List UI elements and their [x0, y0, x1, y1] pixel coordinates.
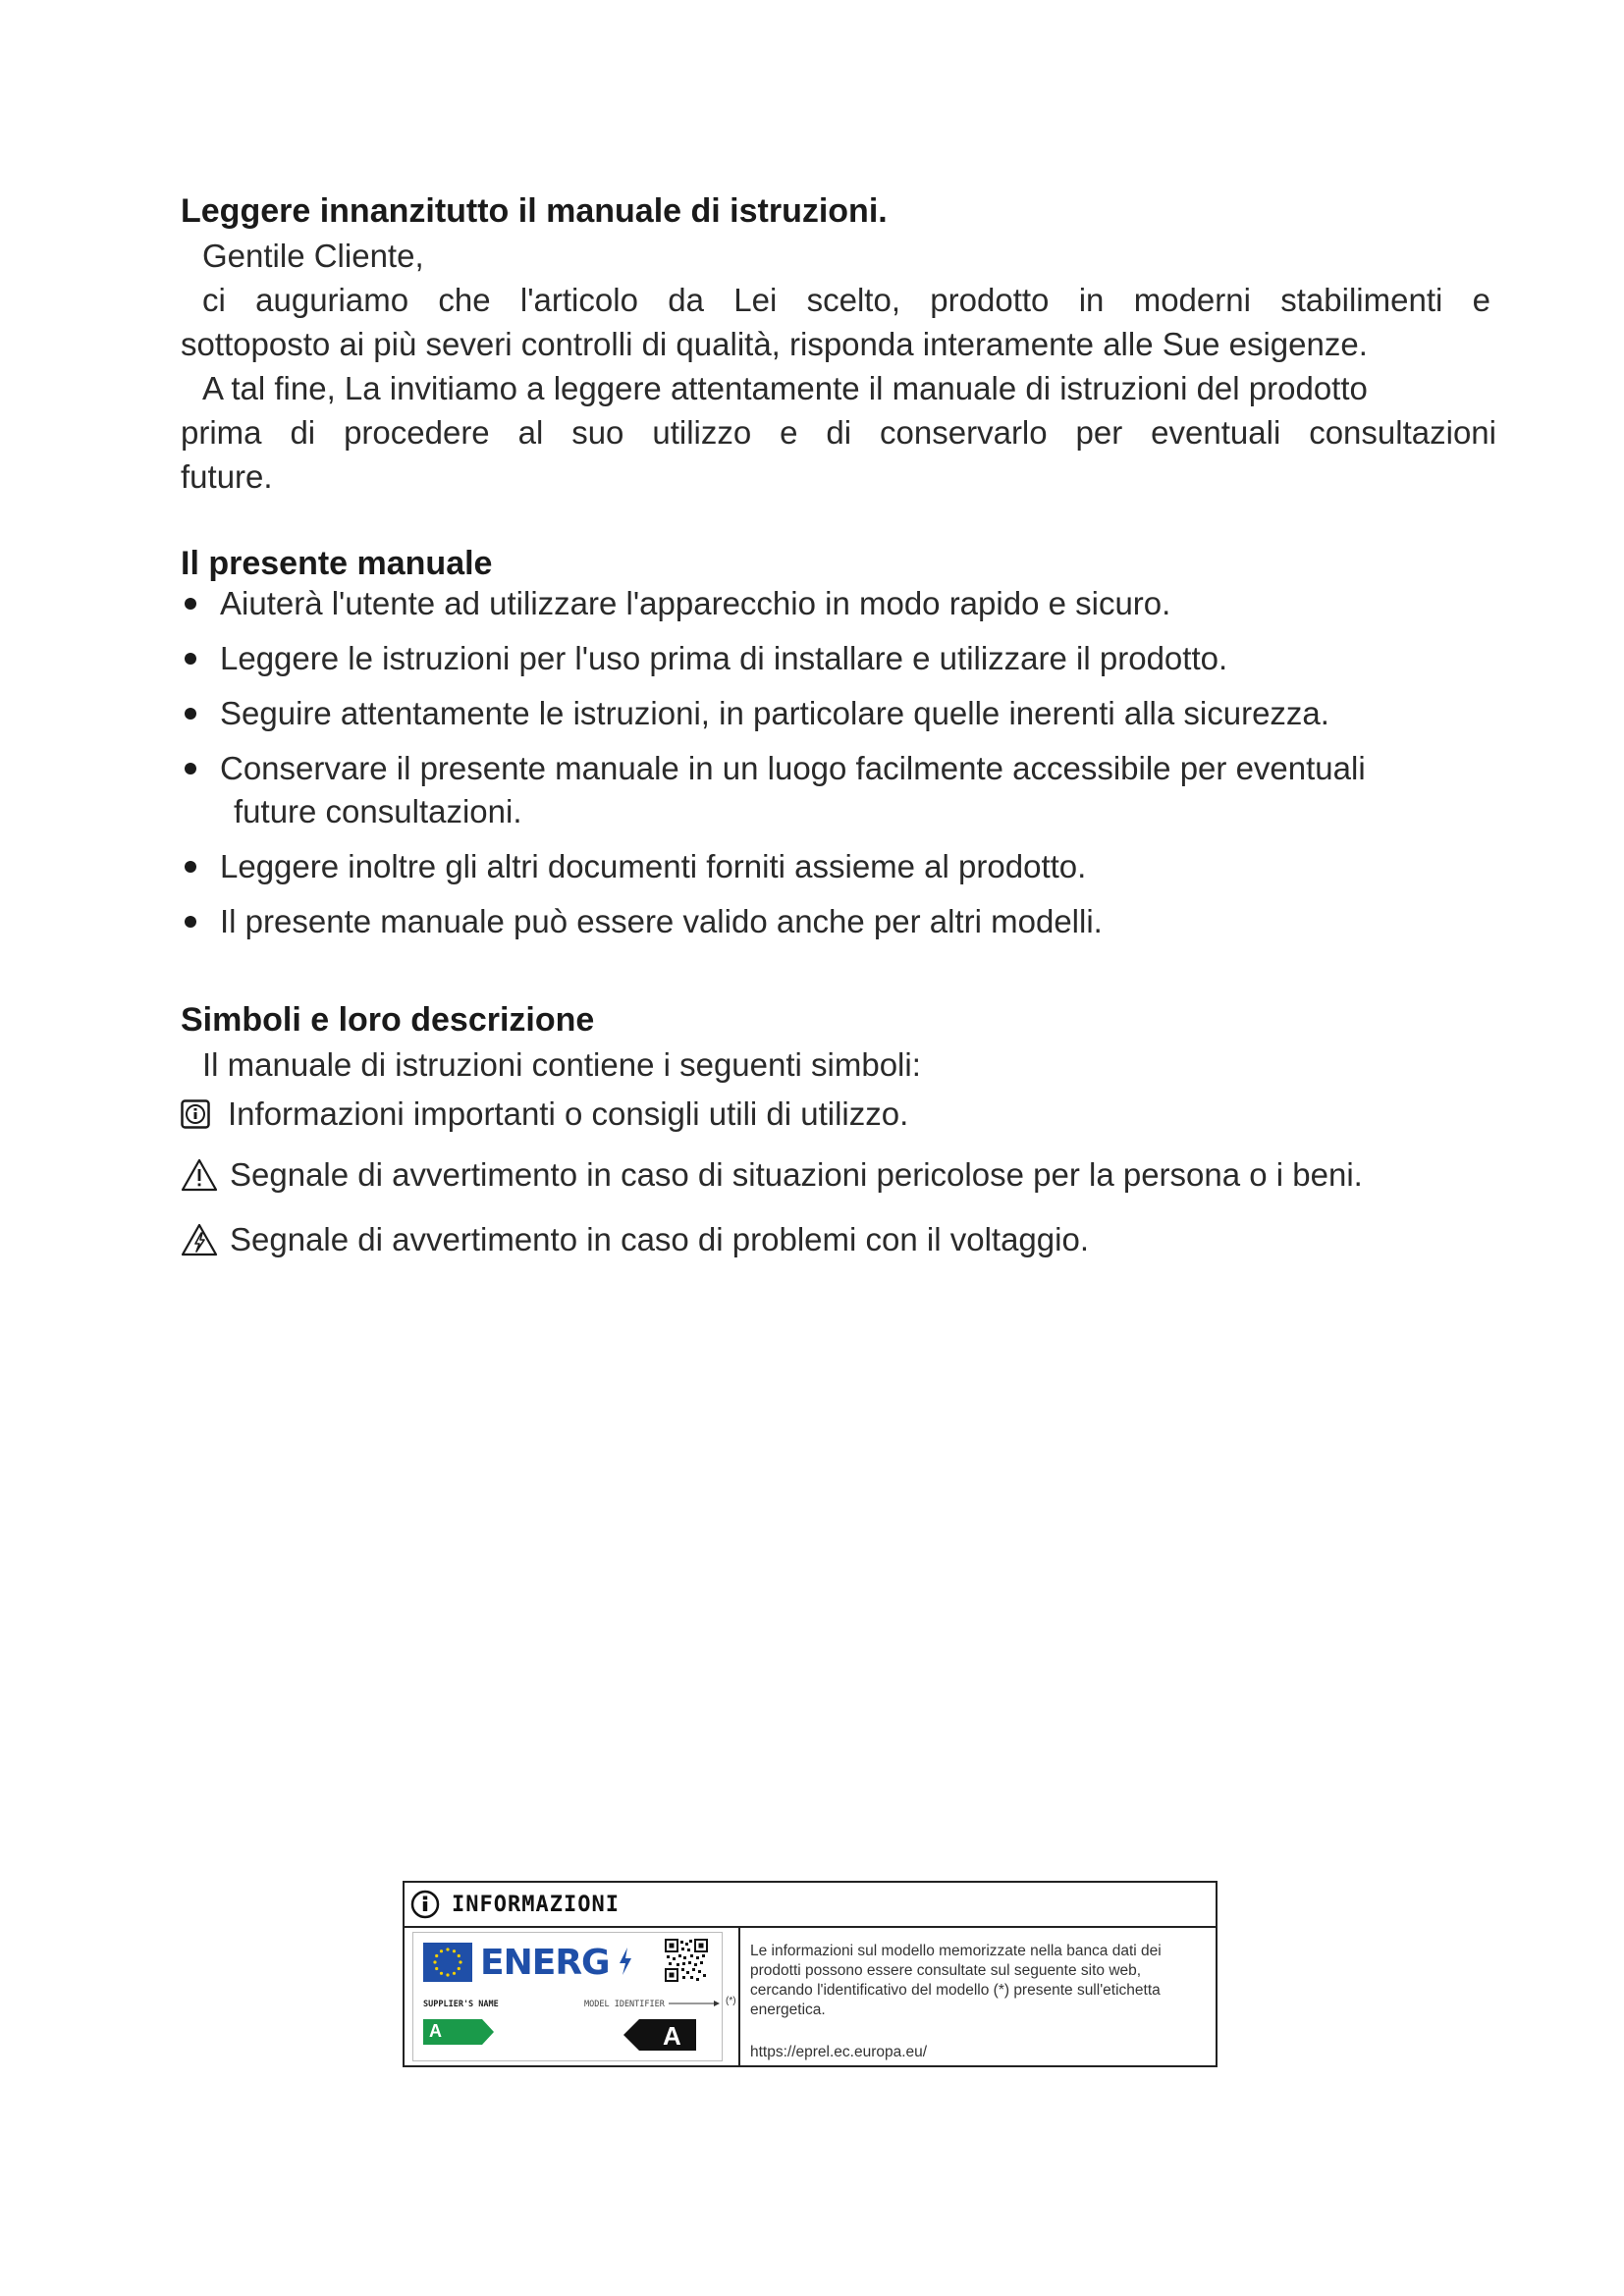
symbol-row-info: [181, 1095, 908, 1133]
info-description: Le informazioni sul modello memorizzate nella banca dati dei prodotti possono essere consultate sul seguente sito web, cercando l'identificativo del modello (*) presente sull'etichetta energetica.: [750, 1943, 1162, 2018]
info-box-title: INFORMAZIONI: [452, 1892, 620, 1917]
symbol-row-warning: [181, 1156, 1363, 1194]
symbol-desc: Segnale di avvertimento in caso di problemi con il voltaggio.: [230, 1221, 1089, 1257]
eu-flag-icon: [423, 1943, 472, 1982]
info-box: [403, 1881, 1218, 2067]
list-item: Leggere inoltre gli altri documenti forniti assieme al prodotto.: [181, 845, 1496, 888]
energy-class-arrow-big: [623, 2019, 696, 2056]
symbol-desc: Segnale di avvertimento in caso di situazioni pericolose per la persona o i beni.: [230, 1156, 1363, 1193]
intro-line-1: ci auguriamo che l'articolo da Lei scelto, prodotto in moderni stabilimenti e: [202, 282, 1490, 318]
bullet-icon: [185, 708, 196, 720]
eprel-link[interactable]: https://eprel.ec.europa.eu/: [750, 2044, 928, 2060]
bullet-icon: [185, 598, 196, 610]
energy-label: [412, 1932, 736, 2061]
greeting: Gentile Cliente,: [202, 238, 424, 274]
section-heading-read-manual: Leggere innanzitutto il manuale di istruzioni.: [181, 192, 888, 230]
energy-class-big: A: [663, 2021, 681, 2051]
energy-class-arrow-small: [423, 2019, 496, 2050]
section-heading-symbols: Simboli e loro descrizione: [181, 1001, 595, 1039]
info-box-header: [405, 1883, 1216, 1928]
intro-line-4: prima di procedere al suo utilizzo e di conservarlo per eventuali consultazioni: [181, 414, 1496, 451]
intro-line-5: future.: [181, 458, 273, 495]
bullet-icon: [185, 763, 196, 774]
list-item: Aiuterà l'utente ad utilizzare l'apparecchio in modo rapido e sicuro.: [181, 582, 1496, 625]
symbol-desc: Informazioni importanti o consigli utili di utilizzo.: [228, 1095, 909, 1132]
info-box-divider: [738, 1928, 740, 2065]
energy-class-small: A: [429, 2021, 442, 2041]
bullet-icon: [185, 861, 196, 873]
warning-icon: [181, 1158, 218, 1192]
section-heading-this-manual: Il presente manuale: [181, 545, 493, 582]
symbols-intro: Il manuale di istruzioni contiene i seguenti simboli:: [202, 1046, 921, 1083]
energy-brand: ENERG: [480, 1943, 610, 1983]
black-arrow-icon: [623, 2019, 696, 2051]
list-item: Il presente manuale può essere valido anche per altri modelli.: [181, 900, 1496, 943]
qr-code-icon: [665, 1939, 708, 1982]
bullet-icon: [185, 653, 196, 665]
intro-line-3: A tal fine, La invitiamo a leggere attentamente il manuale di istruzioni del prodotto: [202, 370, 1368, 406]
list-item: Seguire attentamente le istruzioni, in particolare quelle inerenti alla sicurezza.: [181, 692, 1496, 735]
list-item: Conservare il presente manuale in un luogo facilmente accessibile per eventuali future consultazioni.: [181, 747, 1496, 833]
model-identifier: MODEL IDENTIFIER: [584, 2000, 665, 2009]
model-marker: (*): [726, 1996, 736, 2006]
manual-bullet-list: [181, 582, 1496, 955]
lightning-icon: [618, 1947, 633, 1976]
arrow-line: [669, 2001, 720, 2006]
supplier-name: SUPPLIER'S NAME: [423, 2000, 499, 2009]
info-box-body: [405, 1928, 1216, 2065]
bullet-icon: [185, 916, 196, 928]
info-icon: [181, 1099, 210, 1129]
intro-line-2: sottoposto ai più severi controlli di qualità, risponda interamente alle Sue esigenze.: [181, 326, 1368, 362]
electric-warning-icon: [181, 1223, 218, 1256]
list-item: Leggere le istruzioni per l'uso prima di installare e utilizzare il prodotto.: [181, 637, 1496, 680]
symbol-row-electric-warning: [181, 1221, 1089, 1258]
info-icon: [410, 1890, 440, 1919]
